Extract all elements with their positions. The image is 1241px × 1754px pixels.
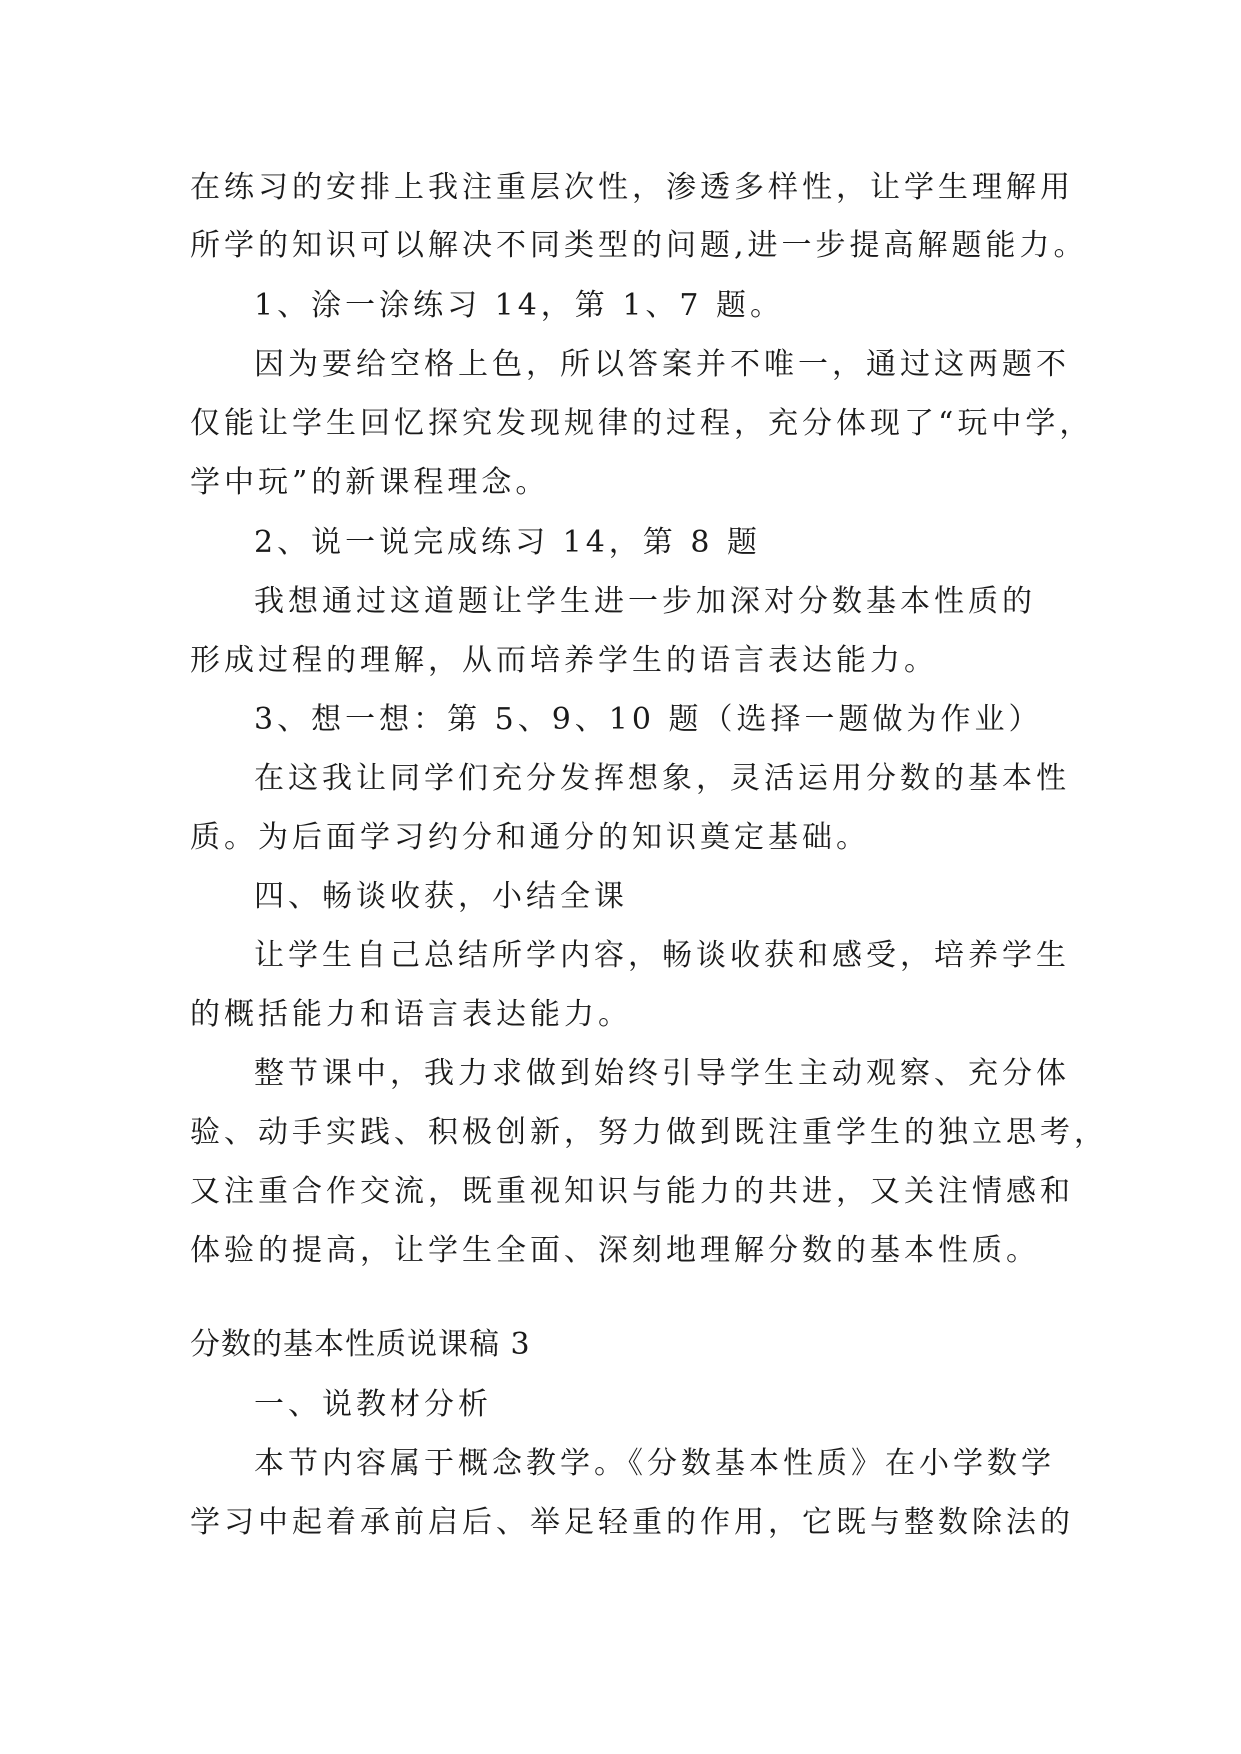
- text-line: 的概括能力和语言表达能力。: [190, 997, 632, 1032]
- text-line: 质。为后面学习约分和通分的知识奠定基础。: [190, 820, 870, 855]
- text-line: 学习中起着承前启后、举足轻重的作用，它既与整数除法的: [190, 1505, 1074, 1540]
- text-line: 形成过程的理解，从而培养学生的语言表达能力。: [190, 643, 938, 678]
- text-line: 验、动手实践、积极创新，努力做到既注重学生的独立思考，: [190, 1115, 1108, 1150]
- paragraph-start: 本节内容属于概念教学。《分数基本性质》在小学数学: [254, 1446, 1055, 1481]
- paragraph-start: 在这我让同学们充分发挥想象，灵活运用分数的基本性: [254, 761, 1070, 796]
- section-heading: 四、畅谈收获，小结全课: [254, 879, 628, 914]
- document-title: 分数的基本性质说课稿 3: [190, 1327, 531, 1362]
- section-heading: 一、说教材分析: [254, 1387, 492, 1422]
- list-item: 2、说一说完成练习 14，第 8 题: [254, 525, 761, 560]
- text-line: 学中玩”的新课程理念。: [190, 465, 550, 500]
- paragraph-start: 整节课中，我力求做到始终引导学生主动观察、充分体: [254, 1056, 1070, 1091]
- text-line: 体验的提高，让学生全面、深刻地理解分数的基本性质。: [190, 1233, 1040, 1268]
- paragraph-start: 因为要给空格上色，所以答案并不唯一，通过这两题不: [254, 347, 1070, 382]
- text-line: 又注重合作交流，既重视知识与能力的共进，又关注情感和: [190, 1174, 1074, 1209]
- paragraph-start: 让学生自己总结所学内容，畅谈收获和感受，培养学生: [254, 938, 1070, 973]
- text-line: 仅能让学生回忆探究发现规律的过程，充分体现了“玩中学，: [190, 406, 1094, 441]
- text-line: 所学的知识可以解决不同类型的问题,进一步提高解题能力。: [190, 228, 1088, 263]
- list-item: 3、想一想：第 5、9、10 题（选择一题做为作业）: [254, 702, 1043, 737]
- text-line: 在练习的安排上我注重层次性，渗透多样性，让学生理解用: [190, 170, 1074, 205]
- list-item: 1、涂一涂练习 14，第 1、7 题。: [254, 288, 785, 323]
- paragraph-start: 我想通过这道题让学生进一步加深对分数基本性质的: [254, 584, 1036, 619]
